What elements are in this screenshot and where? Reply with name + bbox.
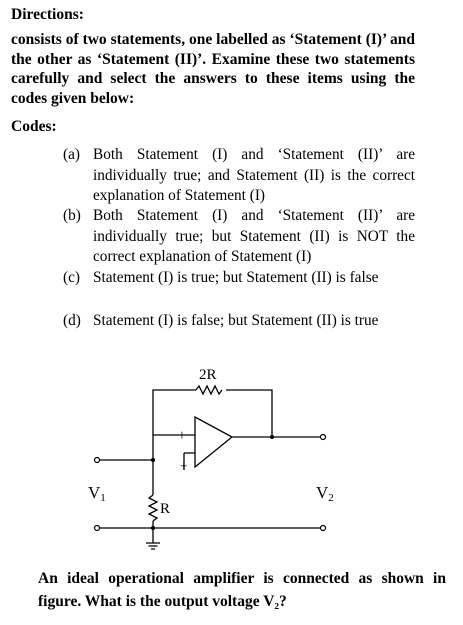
junction-dot-output <box>270 435 274 439</box>
feedback-resistor-label: 2R <box>199 367 217 383</box>
feedback-wire <box>153 390 196 435</box>
minus-sign: − <box>173 431 189 440</box>
codes-heading: Codes: <box>11 118 57 135</box>
directions-text: consists of two statements, one labelled as ‘Statement (I)’ and the other as ‘Statement (II)’. Examine these two statements carefully and select the answers to these items using the codes given below: <box>11 31 415 107</box>
question-text: An ideal operational amplifier is connected as shown in figure. What is the output voltage V₂? <box>38 570 446 610</box>
option-c-text: Statement (I) is true; but Statement (II) is false <box>93 269 379 286</box>
v1-label: V1 <box>88 483 106 504</box>
junction-dot <box>151 458 155 462</box>
feedback-resistor-2r <box>196 386 222 394</box>
v2-label: V2 <box>316 483 334 504</box>
junction-dot-ground <box>151 526 155 530</box>
ground-icon <box>146 543 160 549</box>
v1-terminal-bottom <box>95 526 100 531</box>
option-c <box>63 268 415 289</box>
option-b-text: Both Statement (I) and ‘Statement (II)’ are individually true; but Statement (II) is NOT the correct explanation of Statement (I) <box>93 207 415 265</box>
option-a-label: (a) <box>63 146 80 163</box>
op-amp-triangle <box>195 417 232 467</box>
directions-heading: Directions: <box>11 6 84 23</box>
feedback-wire-right <box>226 390 272 437</box>
op-amp-circuit-diagram <box>0 355 463 565</box>
option-c-label: (c) <box>63 269 80 286</box>
input-resistor-label: R <box>160 501 171 517</box>
option-a-text: Both Statement (I) and ‘Statement (II)’ are individually true; and Statement (II) is the correct explanation of Statement (I) <box>93 146 415 204</box>
v2-terminal-bottom <box>321 526 326 531</box>
option-b <box>63 206 415 268</box>
v1-terminal-top <box>95 458 100 463</box>
option-d-label: (d) <box>63 312 81 329</box>
plus-sign: + <box>180 458 188 473</box>
option-a <box>63 145 415 207</box>
option-b-label: (b) <box>63 207 81 224</box>
input-resistor-r <box>149 495 157 521</box>
option-d-text: Statement (I) is false; but Statement (II) is true <box>93 312 379 329</box>
option-d <box>63 311 415 332</box>
v2-terminal-top <box>321 435 326 440</box>
